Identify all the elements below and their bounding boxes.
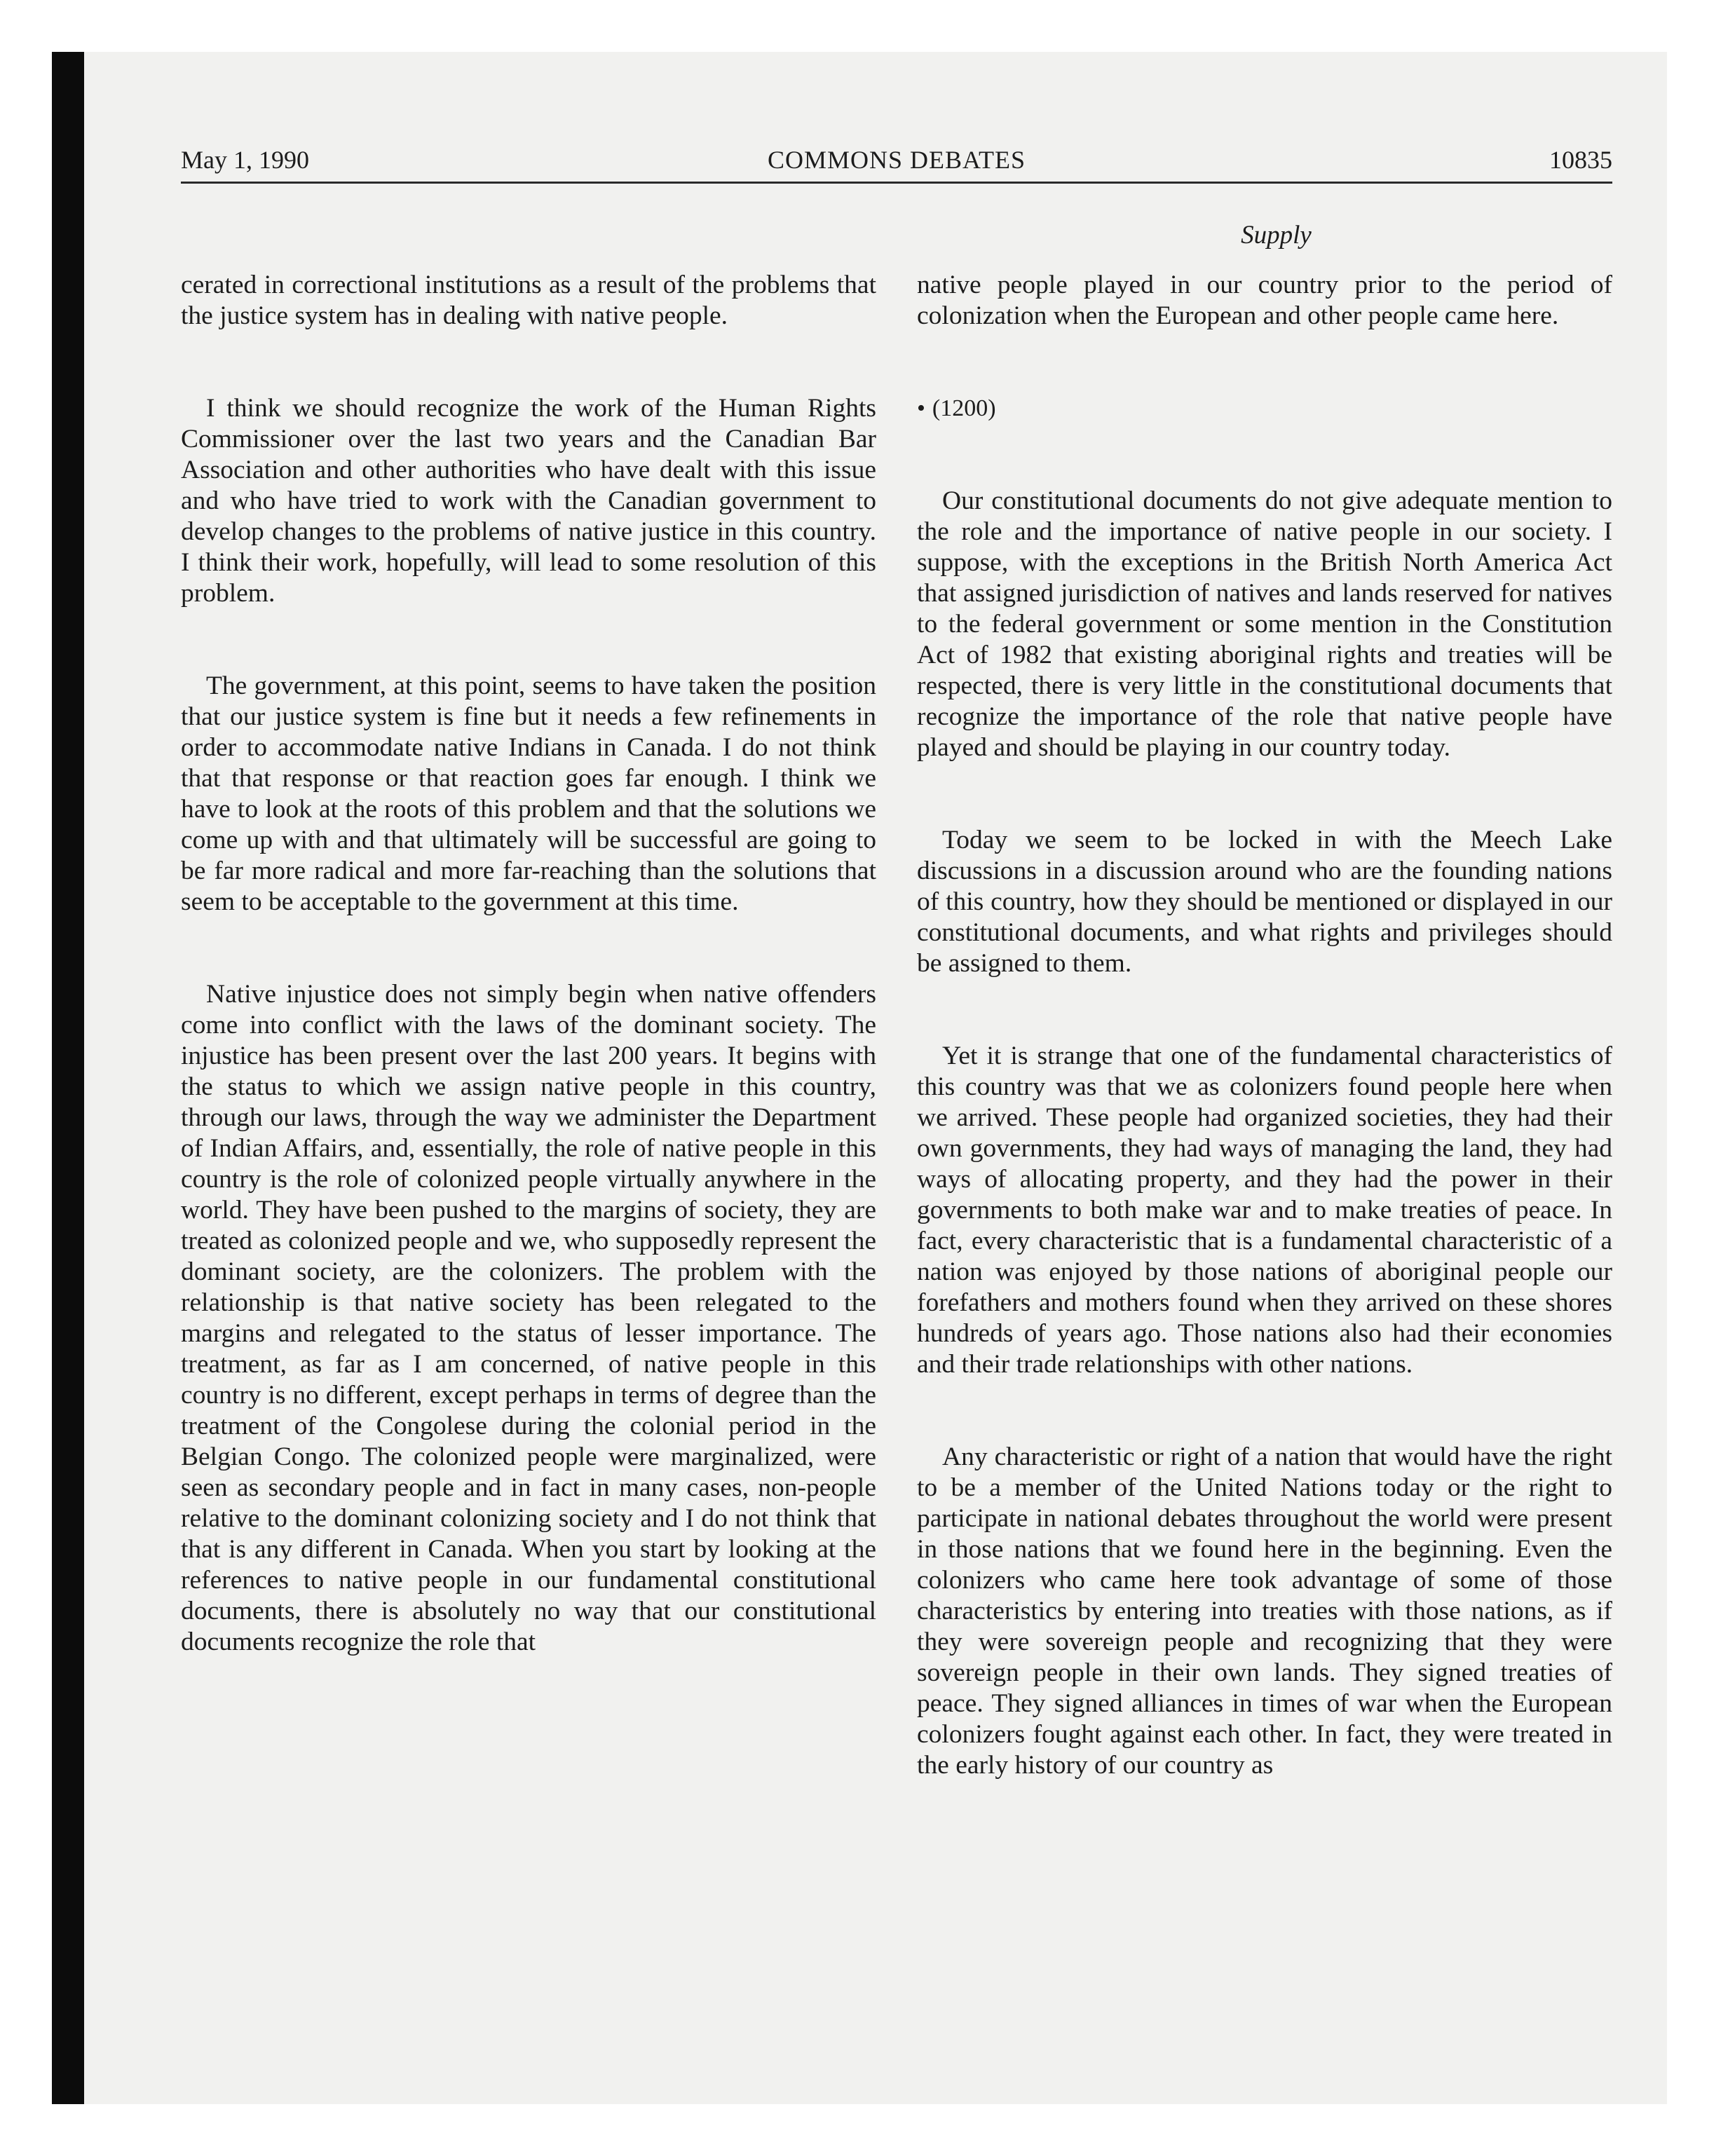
paragraph: native people played in our country prior to the period of colonization when the European and other people came here. [917, 271, 1612, 330]
timestamp-text: (1200) [932, 395, 996, 421]
right-column [917, 270, 1612, 1781]
binding-edge [52, 52, 84, 2104]
bullet-icon: • [917, 395, 925, 421]
timestamp [917, 393, 1612, 424]
paragraph: I think we should recognize the work of the Human Rights Commissioner over the last two years and the Canadian Bar Association and other authorities who have dealt with this issue and who have tried to work with the Canadian government to develop changes to the problems of native justice in this country. I think their work, hopefully, will lead to some resolution of this problem. [181, 394, 876, 608]
header-page-number: 10835 [1549, 146, 1612, 174]
header-date: May 1, 1990 [181, 146, 309, 174]
paragraph: Today we seem to be locked in with the Meech Lake discussions in a discussion around who are the founding nations of this country, how they should be mentioned or displayed in our constitutional documents, and what rights and privileges should be assigned to them. [917, 826, 1612, 978]
document-page [181, 137, 1612, 2043]
paragraph: Any characteristic or right of a nation that would have the right to be a member of the United Nations today or the right to participate in national debates throughout the world were present in those nations that we found here in the beginning. Even the colonizers who came here took advantage of some of those characteristics by entering into treaties with those nations, as if they were sovereign people and recognizing that they were sovereign people in their own lands. They signed treaties of peace. They signed alliances in times of war when the European colonizers fought against each other. In fact, they were treated in the early history of our country as [917, 1442, 1612, 1780]
header-title: COMMONS DEBATES [767, 146, 1026, 174]
left-column [181, 270, 876, 1658]
running-head [181, 137, 1612, 184]
paragraph: Yet it is strange that one of the fundamental characteristics of this country was that we as colonizers found people here when we arrived. These people had organized societies, they had their own governments, they had ways of managing the land, they had ways of allocating property, and they had the power in their governments to both make war and to make treaties of peace. In fact, every characteristic that is a fundamental characteristic of a nation was enjoyed by those nations of aboriginal people our forefathers and mothers found when they arrived on these shores hundreds of years ago. Those nations also had their economies and their trade relationships with other nations. [917, 1042, 1612, 1379]
paragraph: Native injustice does not simply begin when native offenders come into conflict with the laws of the dominant society. The injustice has been present over the last 200 years. It begins with the status to which we assign native people in this country, through our laws, through the way we administer the Department of Indian Affairs, and, essentially, the role of native people in this country is the role of colonized people virtually anywhere in the world. They have been pushed to the margins of society, they are treated as colonized people and we, who supposedly represent the dominant society, are the colonizers. The problem with the relationship is that native society has been relegated to the margins and relegated to the status of lesser importance. The treatment, as far as I am concerned, of native people in this country is no different, except perhaps in terms of degree than the treatment of the Congolese during the colonial period in the Belgian Congo. The colonized people were marginalized, were seen as secondary people and in fact in many cases, non-people relative to the dominant colonizing society and I do not think that that is any different in Canada. When you start by looking at the references to native people in our fundamental constitutional documents, there is absolutely no way that our constitutional documents recognize the role that [181, 980, 876, 1656]
section-title: Supply [1241, 221, 1312, 250]
paragraph: The government, at this point, seems to have taken the position that our justice system is fine but it needs a few refinements in order to accommodate native Indians in Canada. I do not think that that response or that reaction goes far enough. I think we have to look at the roots of this problem and that the solutions we come up with and that ultimately will be successful are going to be far more radical and more far-reaching than the solutions that seem to be acceptable to the government at this time. [181, 671, 876, 916]
paragraph: cerated in correctional institutions as a result of the problems that the justice system has in dealing with native people. [181, 271, 876, 330]
paragraph: Our constitutional documents do not give adequate mention to the role and the importance of native people in our society. I suppose, with the exceptions in the British North America Act that assigned jurisdiction of natives and lands reserved for natives to the federal government or some mention in the Constitution Act of 1982 that existing aboriginal rights and treaties will be respected, there is very little in the constitutional documents that recognize the importance of the role that native people have played and should be playing in our country today. [917, 486, 1612, 762]
